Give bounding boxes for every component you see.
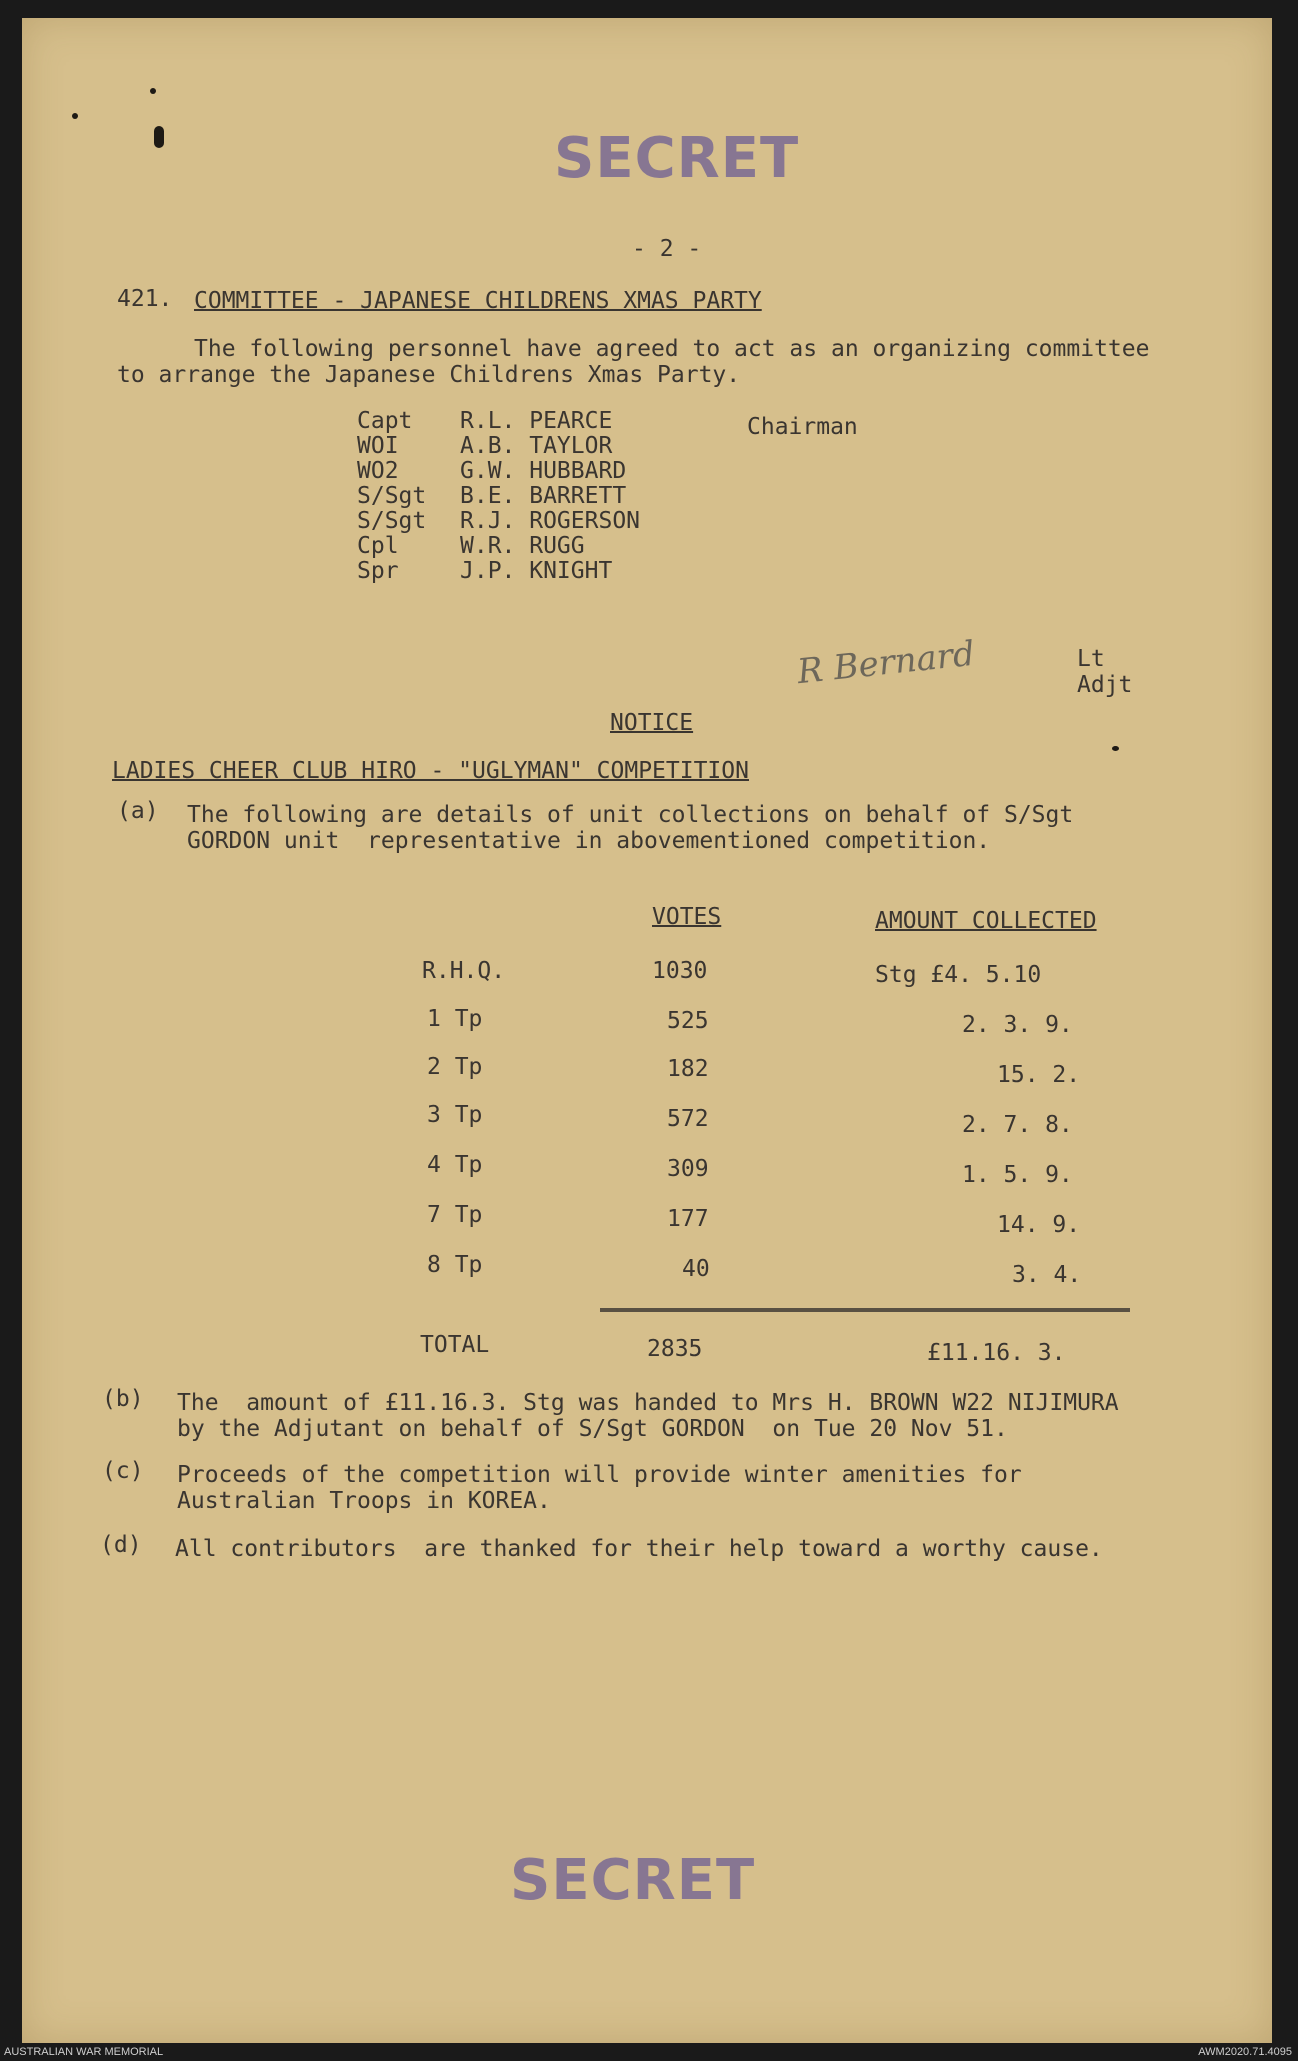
table-cell-unit: 4 Tp bbox=[427, 1152, 483, 1178]
column-header-votes: VOTES bbox=[652, 904, 722, 930]
paragraph-line: The amount of £11.16.3. Stg was handed to Mrs H. BROWN W22 NIJIMURA bbox=[177, 1390, 1119, 1416]
document-page bbox=[22, 18, 1272, 2043]
column-header-amount: AMOUNT COLLECTED bbox=[875, 908, 1097, 934]
member-rank: WO2 bbox=[357, 458, 399, 484]
table-cell-amount: 2. 3. 9. bbox=[962, 1012, 1073, 1038]
table-cell-votes: 572 bbox=[667, 1106, 709, 1132]
member-name: R.J. ROGERSON bbox=[460, 508, 641, 534]
member-name: B.E. BARRETT bbox=[460, 483, 627, 509]
paragraph-line: by the Adjutant on behalf of S/Sgt GORDON on Tue 20 Nov 51. bbox=[177, 1416, 1008, 1442]
item-title: COMMITTEE - JAPANESE CHILDRENS XMAS PARTY bbox=[194, 288, 762, 314]
table-cell-votes: 182 bbox=[667, 1056, 709, 1082]
footer-accession: AWM2020.71.4095 bbox=[1198, 2046, 1292, 2058]
total-amount: £11.16. 3. bbox=[927, 1340, 1066, 1366]
hole-mark bbox=[1112, 746, 1119, 751]
paragraph-line: Proceeds of the competition will provide winter amenities for bbox=[177, 1462, 1022, 1488]
total-votes: 2835 bbox=[647, 1336, 703, 1362]
member-role: Chairman bbox=[747, 414, 858, 440]
member-name: G.W. HUBBARD bbox=[460, 458, 627, 484]
footer-credit: AUSTRALIAN WAR MEMORIAL bbox=[4, 2046, 164, 2058]
table-cell-amount: Stg £4. 5.10 bbox=[875, 962, 1042, 988]
total-rule bbox=[600, 1308, 1130, 1312]
signature: R Bernard bbox=[795, 633, 977, 693]
member-rank: S/Sgt bbox=[357, 508, 427, 534]
member-name: R.L. PEARCE bbox=[460, 408, 613, 434]
member-rank: Spr bbox=[357, 558, 399, 584]
table-cell-unit: 2 Tp bbox=[427, 1054, 483, 1080]
member-name: J.P. KNIGHT bbox=[460, 558, 613, 584]
table-cell-votes: 40 bbox=[682, 1256, 710, 1282]
table-cell-amount: 15. 2. bbox=[997, 1062, 1081, 1088]
secret-stamp-top: SECRET bbox=[554, 126, 800, 191]
paragraph-line: The following are details of unit collections on behalf of S/Sgt bbox=[187, 802, 1074, 828]
table-cell-votes: 177 bbox=[667, 1206, 709, 1232]
hole-mark bbox=[150, 88, 156, 94]
paragraph-line: Australian Troops in KOREA. bbox=[177, 1488, 551, 1514]
table-cell-votes: 1030 bbox=[652, 958, 708, 984]
table-cell-amount: 1. 5. 9. bbox=[962, 1162, 1073, 1188]
member-rank: WOI bbox=[357, 433, 399, 459]
table-cell-votes: 309 bbox=[667, 1156, 709, 1182]
item-paragraph-line: The following personnel have agreed to act as an organizing committee bbox=[194, 336, 1150, 362]
table-cell-unit: 7 Tp bbox=[427, 1202, 483, 1228]
paragraph-line: All contributors are thanked for their help toward a worthy cause. bbox=[175, 1536, 1103, 1562]
table-cell-amount: 3. 4. bbox=[1012, 1262, 1082, 1288]
table-cell-unit: 3 Tp bbox=[427, 1102, 483, 1128]
hole-mark bbox=[154, 126, 164, 148]
notice-title: LADIES CHEER CLUB HIRO - "UGLYMAN" COMPETITION bbox=[112, 758, 749, 784]
table-cell-unit: 1 Tp bbox=[427, 1006, 483, 1032]
paragraph-line: GORDON unit representative in abovementioned competition. bbox=[187, 828, 991, 854]
paragraph-label: (a) bbox=[117, 798, 159, 824]
member-rank: S/Sgt bbox=[357, 483, 427, 509]
member-rank: Capt bbox=[357, 408, 413, 434]
item-paragraph-line: to arrange the Japanese Childrens Xmas Party. bbox=[117, 362, 741, 388]
paragraph-label: (d) bbox=[100, 1532, 142, 1558]
secret-stamp-bottom: SECRET bbox=[510, 1848, 756, 1913]
table-cell-amount: 14. 9. bbox=[997, 1212, 1081, 1238]
hole-mark bbox=[72, 113, 78, 119]
member-name: A.B. TAYLOR bbox=[460, 433, 613, 459]
notice-heading: NOTICE bbox=[610, 710, 694, 736]
table-cell-amount: 2. 7. 8. bbox=[962, 1112, 1073, 1138]
signature-title: Adjt bbox=[1077, 672, 1133, 698]
paragraph-label: (b) bbox=[102, 1386, 144, 1412]
member-name: W.R. RUGG bbox=[460, 533, 585, 559]
paragraph-label: (c) bbox=[102, 1458, 144, 1484]
table-cell-unit: 8 Tp bbox=[427, 1252, 483, 1278]
table-cell-unit: R.H.Q. bbox=[422, 958, 506, 984]
total-label: TOTAL bbox=[420, 1332, 490, 1358]
item-number: 421. bbox=[117, 286, 173, 312]
member-rank: Cpl bbox=[357, 533, 399, 559]
table-cell-votes: 525 bbox=[667, 1008, 709, 1034]
page-number: - 2 - bbox=[632, 236, 702, 262]
signature-rank: Lt bbox=[1077, 646, 1105, 672]
